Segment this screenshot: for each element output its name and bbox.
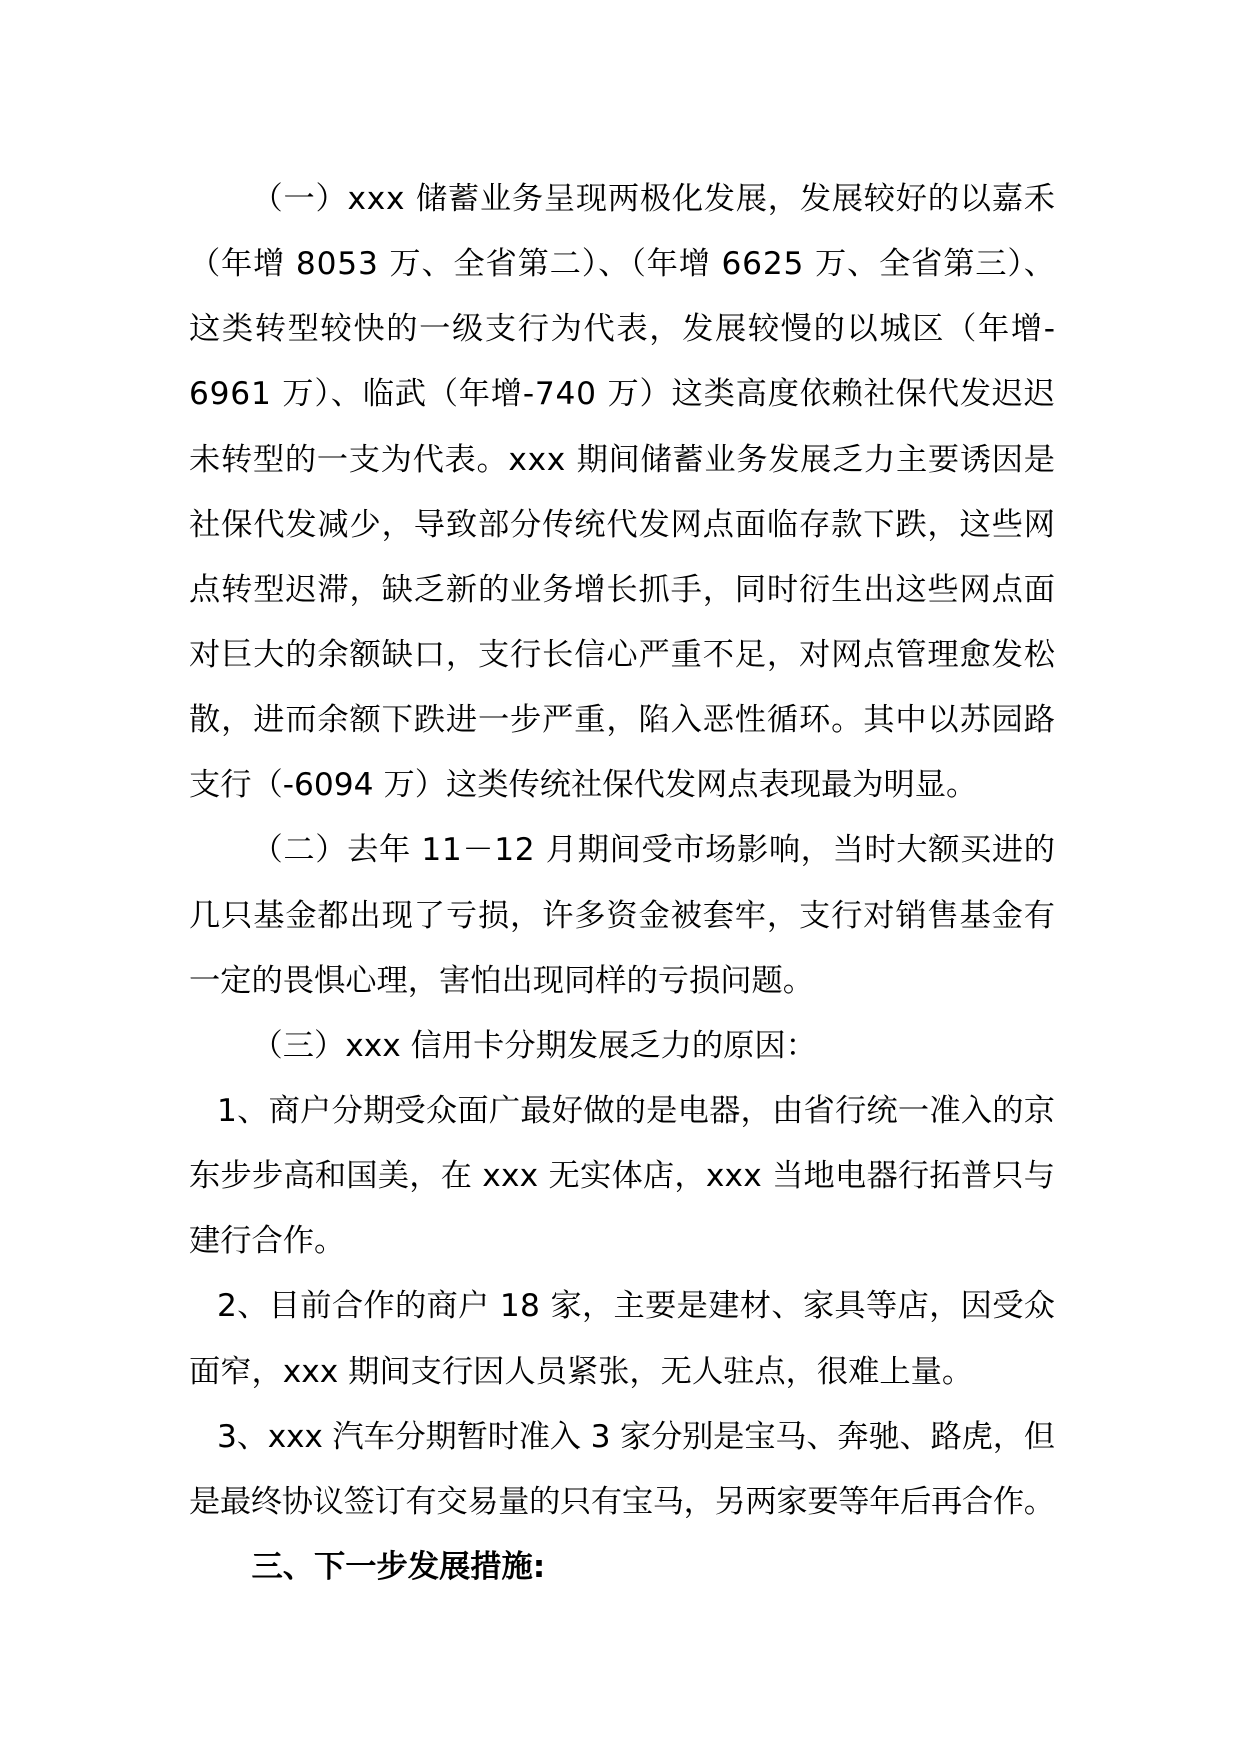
line-text: 1、商户分期受众面广最好做的是电器，由省行统一准入的京 [217,1092,1056,1129]
paragraph [189,1014,1055,1079]
line-text: 2、目前合作的商户 18 家，主要是建材、家具等店，因受众 [217,1288,1056,1325]
text-line [189,1079,1055,1144]
line-text: 6961 万）、临武（年增-740 万）这类高度依赖社保代发迟迟 [189,376,1056,413]
text-line [189,688,1055,753]
line-text: 面窄，xxx 期间支行因人员紧张，无人驻点，很难上量。 [189,1353,974,1390]
paragraph [189,818,1055,1013]
line-text: 是最终协议签订有交易量的只有宝马，另两家要等年后再合作。 [189,1483,1055,1520]
line-text: （三）xxx 信用卡分期发展乏力的原因： [251,1027,817,1064]
list-item [189,1079,1055,1274]
text-line [189,753,1055,818]
line-text: 3、xxx 汽车分期暂时准入 3 家分别是宝马、奔驰、路虎，但 [217,1418,1055,1455]
text-line [189,167,1055,232]
line-text: 这类转型较快的一级支行为代表，发展较慢的以城区（年增- [189,311,1057,348]
text-line [189,1470,1055,1535]
text-line [189,884,1055,949]
text-line [189,362,1055,427]
line-text: 散，进而余额下跌进一步严重，陷入恶性循环。其中以苏园路 [189,702,1056,739]
text-line [189,1274,1055,1339]
line-text: 点转型迟滞，缺乏新的业务增长抓手，同时衍生出这些网点面 [189,571,1056,608]
line-text: 社保代发减少，导致部分传统代发网点面临存款下跌，这些网 [189,506,1056,543]
text-line [189,297,1055,362]
text-line [189,232,1055,297]
text-line [189,949,1055,1014]
line-text: 对巨大的余额缺口，支行长信心严重不足，对网点管理愈发松 [189,636,1056,673]
line-text: 建行合作。 [189,1223,346,1260]
line-text: 几只基金都出现了亏损，许多资金被套牢，支行对销售基金有 [189,897,1056,934]
line-text: （二）去年 11－12 月期间受市场影响，当时大额买进的 [251,832,1056,869]
line-text: 未转型的一支为代表。xxx 期间储蓄业务发展乏力主要诱因是 [189,441,1056,478]
text-line [189,1014,1055,1079]
line-text: （一）xxx 储蓄业务呈现两极化发展，发展较好的以嘉禾 [251,181,1056,217]
line-text: 东步步高和国美，在 xxx 无实体店，xxx 当地电器行拓普只与 [189,1158,1056,1195]
text-line [189,558,1055,623]
text-line [189,1144,1055,1209]
text-line [189,1209,1055,1274]
section-heading-text: 三、下一步发展措施: [251,1548,546,1585]
line-text: 一定的畏惧心理，害怕出现同样的亏损问题。 [189,962,814,999]
text-line [189,428,1055,493]
text-line [189,1340,1055,1405]
document-body [189,167,1055,1600]
paragraph [189,167,1055,818]
section-heading [189,1535,1055,1600]
text-line [189,818,1055,883]
text-line [189,493,1055,558]
line-text: 支行（-6094 万）这类传统社保代发网点表现最为明显。 [189,767,978,804]
list-item [189,1405,1055,1535]
text-line [189,623,1055,688]
text-line [189,1405,1055,1470]
list-item [189,1274,1055,1404]
line-text: （年增 8053 万、全省第二）、（年增 6625 万、全省第三）、 [189,246,1056,283]
